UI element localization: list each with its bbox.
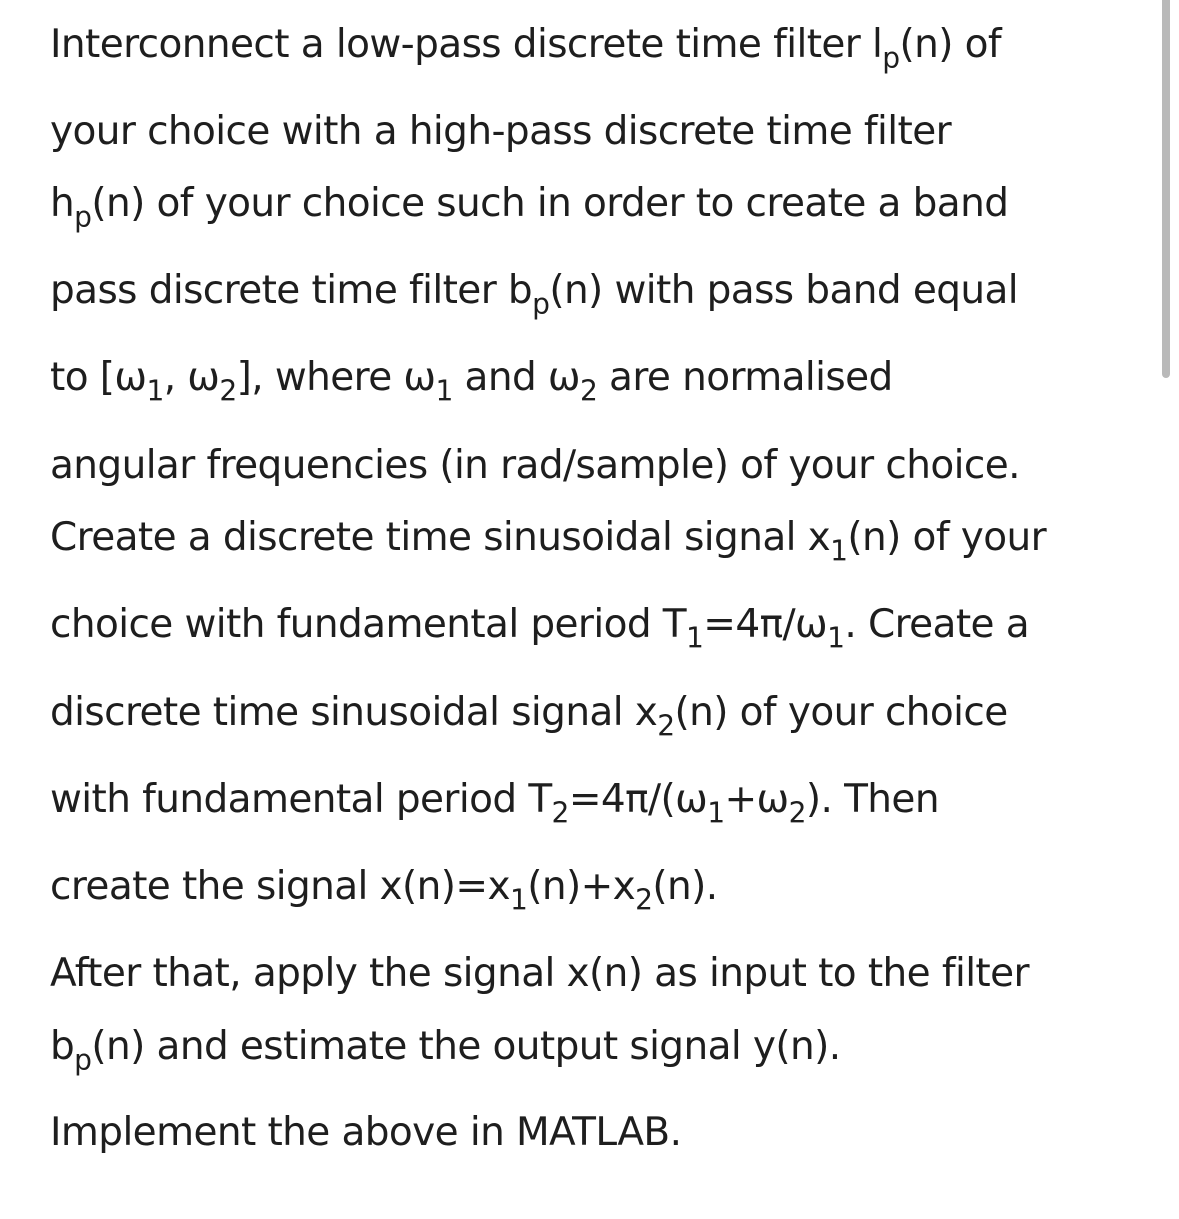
text-run: +ω [724, 777, 789, 822]
text-line [50, 777, 939, 830]
text-line [50, 268, 1019, 321]
subscript: 2 [635, 883, 653, 917]
text-line [50, 864, 718, 917]
subscript: 1 [707, 796, 725, 830]
text-run: angular frequencies (in rad/sample) of your choice. [50, 443, 1020, 488]
text-line [50, 515, 1047, 568]
vertical-scrollbar[interactable] [1162, 0, 1170, 378]
text-run: (n) of your choice [674, 690, 1008, 735]
subscript: p [74, 1043, 92, 1077]
subscript: 2 [788, 796, 806, 830]
subscript: 1 [146, 374, 164, 408]
subscript: 1 [435, 374, 453, 408]
text-run: =4π/(ω [568, 777, 708, 822]
text-run: (n) and estimate the output signal y(n). [91, 1024, 841, 1069]
text-line [50, 181, 1009, 234]
text-run: After that, apply the signal x(n) as input to the filter [50, 951, 1029, 996]
text-run: ], where ω [236, 355, 436, 400]
text-line [50, 1110, 682, 1155]
text-line [50, 690, 1008, 743]
text-line [50, 22, 1002, 75]
text-run: are normalised [597, 355, 893, 400]
subscript: p [532, 287, 550, 321]
text-run: pass discrete time filter b [50, 268, 533, 313]
subscript: 1 [830, 534, 848, 568]
text-run: (n). [652, 864, 718, 909]
text-run: (n)+x [527, 864, 636, 909]
text-line [50, 443, 1020, 488]
text-run: , ω [163, 355, 220, 400]
text-run: Interconnect a low-pass discrete time filter l [50, 22, 883, 67]
text-run: Create a discrete time sinusoidal signal x [50, 515, 831, 560]
text-run: (n) of your choice such in order to create a band [91, 181, 1009, 226]
text-line [50, 109, 952, 154]
text-run: h [50, 181, 75, 226]
subscript: p [74, 200, 92, 234]
text-run: with fundamental period T [50, 777, 552, 822]
text-run: (n) of your [847, 515, 1047, 560]
text-run: ). Then [805, 777, 939, 822]
text-run: to [ω [50, 355, 147, 400]
text-line [50, 602, 1030, 655]
text-run: discrete time sinusoidal signal x [50, 690, 658, 735]
subscript: 1 [509, 883, 528, 917]
text-run: (n) with pass band equal [549, 268, 1019, 313]
subscript: 1 [827, 621, 845, 655]
text-line [50, 1024, 841, 1077]
text-run: choice with fundamental period T [50, 602, 687, 647]
text-run: create the signal x(n)=x [50, 864, 510, 909]
subscript: 2 [551, 796, 569, 830]
text-run: b [50, 1024, 75, 1069]
text-line [50, 355, 893, 408]
subscript: 1 [686, 621, 704, 655]
subscript: 2 [219, 374, 237, 408]
text-run: and ω [452, 355, 580, 400]
subscript: p [882, 41, 900, 75]
text-run: (n) of [899, 22, 1002, 67]
subscript: 2 [657, 709, 675, 743]
subscript: 2 [579, 374, 598, 408]
text-run: =4π/ω [703, 602, 828, 647]
text-run: your choice with a high-pass discrete time filter [50, 109, 952, 154]
text-line [50, 951, 1029, 996]
text-run: . Create a [844, 602, 1030, 647]
text-run: Implement the above in MATLAB. [50, 1110, 682, 1155]
